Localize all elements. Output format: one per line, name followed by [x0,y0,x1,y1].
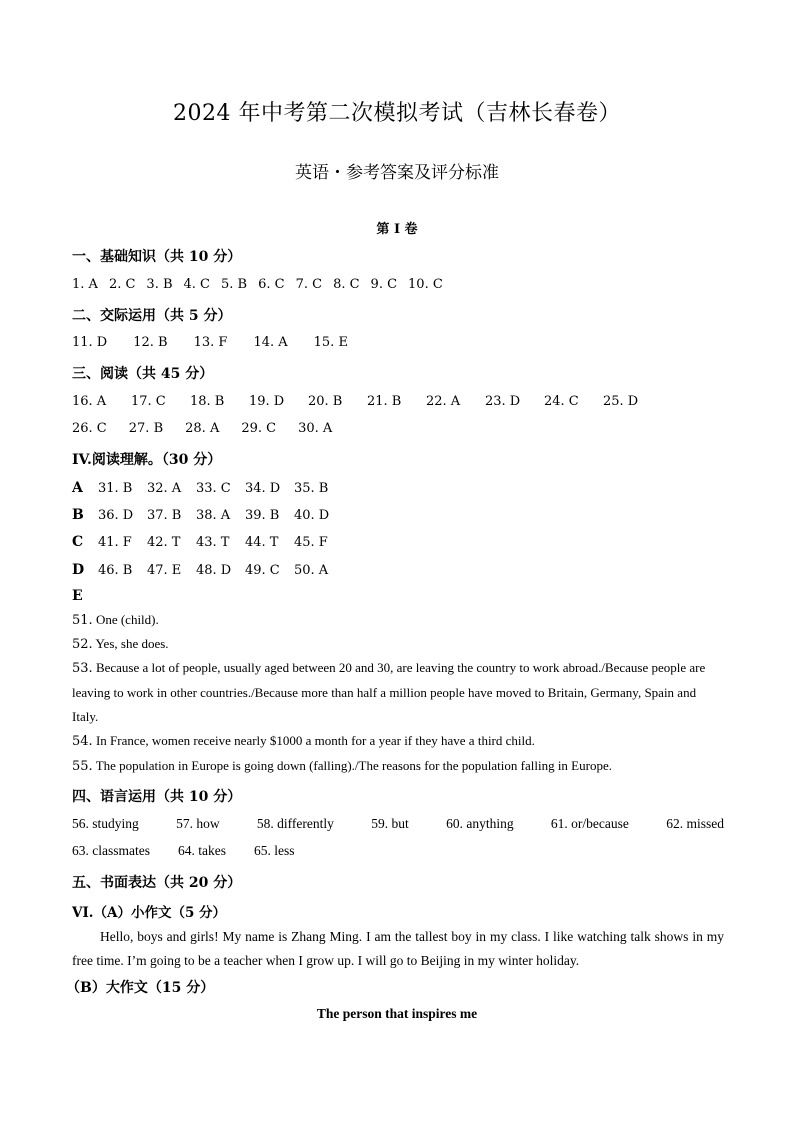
answer-53 [72,656,724,729]
answer-text: One (child). [95,612,159,627]
answer-item: 34. D [245,481,281,496]
answer-item: 4. C [183,277,210,292]
answer-item: 22. A [426,394,461,409]
section-reading-heading: 三、阅读（共 45 分） [72,366,214,382]
answer-item: 33. C [196,481,231,496]
answer-item: 48. D [196,563,232,578]
answer-item: 15. E [313,335,348,350]
answer-item: 36. D [98,508,134,523]
answer-item: 16. A [72,394,107,409]
answer-item: 29. C [241,421,277,436]
answer-item: 26. C [72,421,107,436]
comprehension-row-a [72,480,343,496]
communication-answers-row [72,335,374,350]
answer-item: 41. F [98,535,132,550]
answer-text: In France, women receive nearly $1000 a month for a year if they have a third child. [95,733,535,748]
answer-item: 17. C [131,394,166,409]
page-subtitle: 英语・参考答案及评分标准 [295,163,499,183]
answer-item: 40. D [294,508,330,523]
answer-text: The population in Europe is going down (falling)./The reasons for the population falling in Europe. [95,758,612,773]
answer-item: 32. A [147,481,182,496]
answer-item: 18. B [190,394,225,409]
essay-title: The person that inspires me [316,1006,478,1021]
writing-part-b-heading: （B）大作文（15 分） [66,980,215,996]
answer-item: 56. studying [72,816,139,831]
answer-item: 11. D [72,335,108,350]
answer-item: 7. C [295,277,323,292]
answer-item: 24. C [544,394,579,409]
section-writing-heading: 五、书面表达（共 20 分） [72,875,242,891]
answer-item: 60. anything [446,816,514,831]
basic-answers-row [72,277,454,292]
answer-item: 39. B [245,508,280,523]
answer-item: 10. C [408,277,443,292]
comprehension-row-d [72,562,343,578]
part-label: B [72,507,84,523]
answer-item: 45. F [294,535,328,550]
section-basic-heading: 一、基础知识（共 10 分） [72,249,242,265]
section-communication-heading: 二、交际运用（共 5 分） [72,308,232,324]
answer-item: 64. takes [177,843,226,858]
answer-52 [72,632,724,657]
language-answers-row-1 [72,816,724,832]
answer-item: 42. T [147,535,181,550]
answer-item: 59. but [371,816,409,831]
answer-item: 28. A [185,421,220,436]
part-e-label: E [72,588,83,604]
answer-item: 62. missed [666,816,724,831]
answer-item: 46. B [98,563,133,578]
answer-item: 35. B [294,481,329,496]
answer-item: 21. B [367,394,402,409]
answer-item: 1. A [72,277,98,292]
answer-55 [72,754,724,779]
answer-item: 2. C [108,277,136,292]
page-title: 2024 年中考第二次模拟考试（吉林长春卷） [173,101,621,126]
answer-item: 37. B [147,508,182,523]
answer-item: 5. B [221,277,248,292]
answer-item: 44. T [245,535,279,550]
answer-item: 31. B [98,481,133,496]
comprehension-row-c [72,534,343,550]
answer-item: 25. D [603,394,639,409]
language-answers-row-2 [72,843,294,859]
answer-item: 63. classmates [72,843,150,858]
part-label: A [72,480,83,496]
answer-item: 43. T [196,535,230,550]
answer-number: 55. [72,759,93,774]
answer-item: 8. C [333,277,360,292]
answer-item: 38. A [196,508,231,523]
answer-number: 54. [72,734,93,749]
answer-number: 52. [72,637,93,652]
volume-heading: 第 I 卷 [376,222,418,237]
answer-item: 57. how [176,816,220,831]
answer-item: 61. or/because [550,816,629,831]
answer-item: 50. A [294,563,329,578]
answer-number: 53. [72,661,93,676]
answer-item: 20. B [308,394,343,409]
answer-item: 14. A [253,335,288,350]
part-label: C [72,534,84,550]
answer-item: 6. C [258,277,285,292]
reading-answers-row-2 [72,421,358,436]
answer-item: 47. E [147,563,182,578]
answer-51 [72,608,724,633]
answer-item: 9. C [370,277,398,292]
answer-item: 30. A [298,421,333,436]
answer-item: 13. F [193,335,228,350]
answer-text: Yes, she does. [95,636,169,651]
reading-answers-row-1 [72,394,638,409]
answer-item: 23. D [485,394,521,409]
answer-item: 58. differently [256,816,334,831]
answer-item: 19. D [249,394,285,409]
answer-number: 51. [72,613,93,628]
part-label: D [72,562,85,578]
section-comprehension-heading: IV.阅读理解。（30 分） [72,452,222,468]
answer-item: 3. B [146,277,173,292]
answer-item: 49. C [245,563,280,578]
writing-part-a-text: Hello, boys and girls! My name is Zhang Ming. I am the tallest boy in my class. I like watching talk shows in my free time. I’m going to be a teacher when I grow up. I will go to Beijing in my winter holiday. [72,929,724,968]
section-language-heading: 四、语言运用（共 10 分） [72,789,242,805]
answer-item: 27. B [128,421,164,436]
answer-item: 65. less [253,843,295,858]
answer-item: 12. B [133,335,168,350]
answer-text: Because a lot of people, usually aged between 20 and 30, are leaving the country to work abroad./Because people are leaving to work in other countries./Because more than half a million people have moved to Britain, Germany, Spain and Italy. [72,660,706,724]
writing-part-a-heading: VI.（A）小作文（5 分） [72,905,227,921]
comprehension-row-b [72,507,343,523]
answer-54 [72,729,724,754]
